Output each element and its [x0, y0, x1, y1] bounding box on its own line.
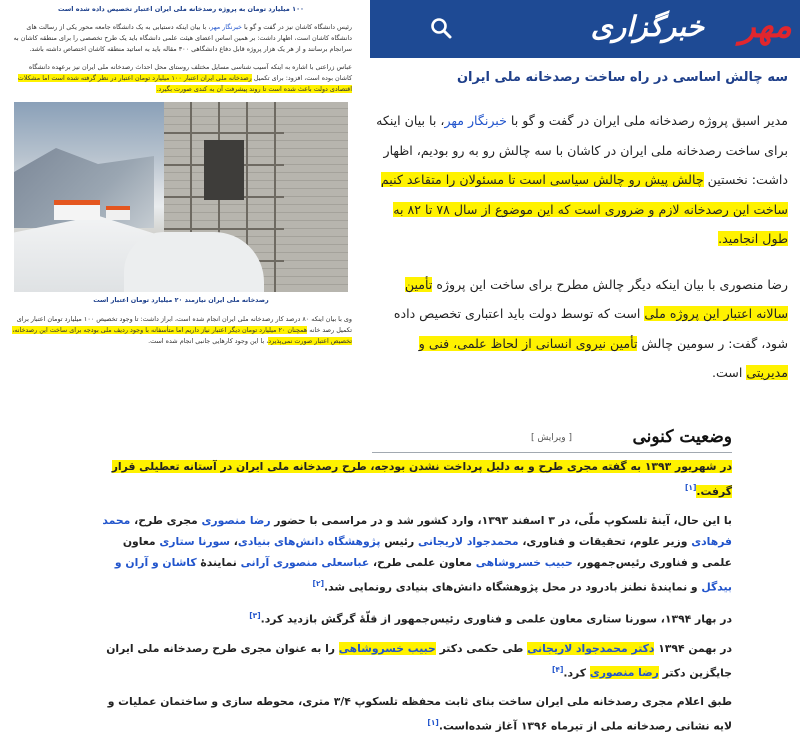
left-article-paragraph-3 — [10, 314, 352, 347]
inline-link[interactable]: خبرنگار مهر — [444, 113, 507, 128]
text-run: ، با این وجود کارهایی جانبی انجام شده است. — [148, 337, 269, 345]
inline-link[interactable]: رضا منصوری — [201, 513, 271, 527]
left-article-paragraph-2 — [10, 62, 352, 95]
inline-link[interactable]: رضا منصوری — [589, 666, 659, 680]
text-run: معاون علمی طرح، — [369, 555, 476, 569]
text-run: وزیر علوم، تحقیقات و فناوری، — [518, 534, 692, 548]
mehr-logo[interactable] — [592, 6, 792, 54]
text-run: عباس زراعتی با اشاره به اینکه آسیب شناسی مسایل مختلف روستای محل احداث رصدخانه ملی ایران نیز برعهده دانشگاه کاشان بوده است، افزود: برای تکمیل — [28, 63, 352, 82]
text-run: با این حال، آینهٔ تلسکوپ ملّی، در ۳ اسفند ۱۳۹۳، وارد کشور شد و در مراسمی با حضور — [270, 513, 732, 527]
text-run: کرد. — [563, 666, 590, 680]
article-title: سه چالش اساسی در راه ساخت رصدخانه ملی ایران — [456, 70, 788, 85]
text-run: را به عنوان مجری طرح رصدخانه ملی ایران جایگزین دکتر — [106, 641, 732, 680]
inline-link[interactable]: حبیب خسروشاهی — [338, 641, 436, 655]
text-run: در بهار ۱۳۹۴، سورنا ستاری معاون علمی و فناوری رئیس‌جمهور از قلّهٔ گرگش بازدید کرد. — [260, 612, 732, 626]
inline-link[interactable]: حبیب خسروشاهی — [475, 555, 573, 569]
section-heading — [372, 427, 732, 453]
text-run: وی با بیان اینکه ۸۰ درصد کار رصدخانه ملی ایران انجام شده است، ابراز داشت: تا وجود تخصیص ۱۰۰ میلیارد تومان اعتبار برای تکمیل رصد خانه — [16, 315, 352, 334]
inline-link[interactable]: خبرنگار مهر — [210, 23, 242, 31]
citation-link[interactable]: [۱] — [427, 718, 439, 728]
left-article-panel — [6, 0, 356, 405]
search-icon[interactable] — [430, 17, 452, 39]
text-run: در شهریور ۱۳۹۳ به گفته مجری طرح و به دلیل پرداخت نشدن بودجه، طرح رصدخانه ملی ایران در آستانه تعطیلی قرار گرفت. — [111, 460, 732, 498]
left-article-title: ۱۰۰ میلیارد تومان به پروژه رصدخانه ملی ایران اعتبار تخصیص داده شده است — [57, 5, 305, 13]
wiki-body — [92, 456, 732, 745]
section-heading-text: وضعیت کنونی — [632, 427, 732, 447]
text-run: در بهمن ۱۳۹۴ — [654, 641, 732, 655]
inline-link[interactable]: پژوهشگاه دانش‌های بنیادی — [237, 534, 381, 548]
inline-link[interactable]: محمدجواد لاریجانی — [417, 534, 519, 548]
edit-link[interactable]: [ ویرایش ] — [530, 433, 572, 443]
text-run: است که توسط دولت باید اعتباری تخصیص داده شود، گفت: ر سومین چالش — [393, 306, 788, 351]
wiki-section — [0, 412, 800, 733]
window-opening-shape — [204, 140, 244, 200]
text-run: رضا منصوری با بیان اینکه دیگر چالش مطرح برای ساخت این پروژه — [432, 276, 788, 292]
logo-red-text: مهر — [739, 6, 792, 46]
logo-white-text: خبرگزاری — [590, 10, 704, 43]
citation-link[interactable]: [۱] — [684, 483, 697, 492]
article-paragraph-2 — [376, 270, 788, 388]
inline-link[interactable]: دکتر محمدجواد لاریجانی — [527, 641, 655, 655]
article-paragraph-1 — [376, 106, 788, 254]
inline-link[interactable]: سورنا ستاری — [159, 534, 231, 548]
text-run: رئیس — [380, 534, 418, 548]
wiki-paragraph-3 — [92, 605, 732, 630]
inline-link[interactable]: محمد فرهادی — [102, 513, 732, 548]
citation-link[interactable]: [۲] — [312, 578, 324, 588]
text-run: چالش پیش رو چالش سیاسی است تا مسئولان را متقاعد کنیم ساخت این رصدخانه لازم و ضروری است که این موضوع از سال ۷۸ تا ۸۲ به طول انجامید. — [380, 172, 788, 246]
text-run: ، با بیان اینکه دستیابی به یک دانشگاه جامعه محور یکی از رسالت های دانشگاه کاشان است، اظهار داشت: بر همین اساس اعضای هیئت علمی دانشگاه باید یک طرح تخصصی را برای منطقه کاشان به سرانجام برسانند و از هر یک هزار پروژه قابل دفاع دانشگاهی ۳۰۰ مقاله باید به اساتید منطقه کاشان اختصاص داشته باشد. — [13, 23, 352, 53]
text-run: نمایندهٔ — [196, 555, 241, 569]
wiki-paragraph-4 — [92, 638, 732, 684]
cabin-shape — [54, 200, 100, 220]
text-run: ، — [230, 534, 238, 548]
wiki-paragraph-2 — [92, 510, 732, 598]
mehr-article-panel — [370, 0, 800, 412]
citation-link[interactable]: [۴] — [551, 664, 564, 674]
observatory-construction-photo — [14, 102, 348, 292]
text-run: ، با بیان اینکه برای ساخت رصدخانه ملی ایران در کاشان با سه چالش رو به رو بودیم، اظهار داشت: نخستین — [376, 113, 788, 187]
text-run: معاون علمی و فناوری رئیس‌جمهور، — [122, 534, 732, 569]
text-run: تأمین نیروی انسانی از لحاظ علمی، فنی و مدیریتی — [418, 335, 788, 380]
text-run: مجری طرح، — [130, 513, 202, 527]
cabin-shape — [106, 206, 130, 220]
mehr-header-bar — [370, 0, 800, 58]
inline-link[interactable]: کاشان و آران و بیدگل — [114, 555, 732, 594]
text-run: است. — [711, 365, 747, 380]
wiki-paragraph-1 — [92, 456, 732, 502]
citation-link[interactable]: [۳] — [249, 611, 261, 621]
text-run: طبق اعلام مجری رصدخانه ملی ایران ساخت بنای ثابت محفظه تلسکوپ ۳/۴ متری، محوطه سازی و ساختمان عملیات و لایه نشانی رصدخانه ملی از تیرماه ۱۳۹۶ آغاز شده‌است. — [107, 695, 732, 733]
photo-caption: رصدخانه ملی ایران نیازمند ۲۰ میلیارد تومان اعتبار است — [93, 296, 269, 304]
text-run: طی حکمی دکتر — [435, 641, 528, 655]
text-run: همچنان ۲۰ میلیارد تومان دیگر اعتبار نیاز داریم اما متأسفانه با وجود ردیف ملی بودجه برای ساخت این رصدخانه، تخصیص اعتبار صورت نمی‌پذیرد — [12, 326, 352, 345]
text-run: تأمین سالانه اعتبار این پروژه ملی — [404, 276, 788, 321]
text-run: مدیر اسبق پروژه رصدخانه ملی ایران در گفت و گو با — [506, 113, 788, 128]
inline-link[interactable]: عباسعلی منصوری آرانی — [240, 555, 370, 569]
text-run: رصدخانه ملی ایران اعتبار ۱۰۰ میلیارد تومان اعتبار در نظر گرفته شده است اما مشکلات اقتصادی دولت باعث شده است تا روند پیشرفت آن به کندی صورت بگیرد. — [17, 74, 352, 93]
left-article-paragraph-1 — [10, 22, 352, 55]
wiki-paragraph-5 — [92, 691, 732, 737]
text-run: رئیس دانشگاه کاشان نیز در گفت و گو با — [241, 23, 352, 31]
text-run: و نمایندهٔ نطنز بادرود در محل پژوهشگاه دانش‌های بنیادی رونمایی شد. — [324, 580, 702, 594]
tarp-shape — [124, 232, 264, 292]
